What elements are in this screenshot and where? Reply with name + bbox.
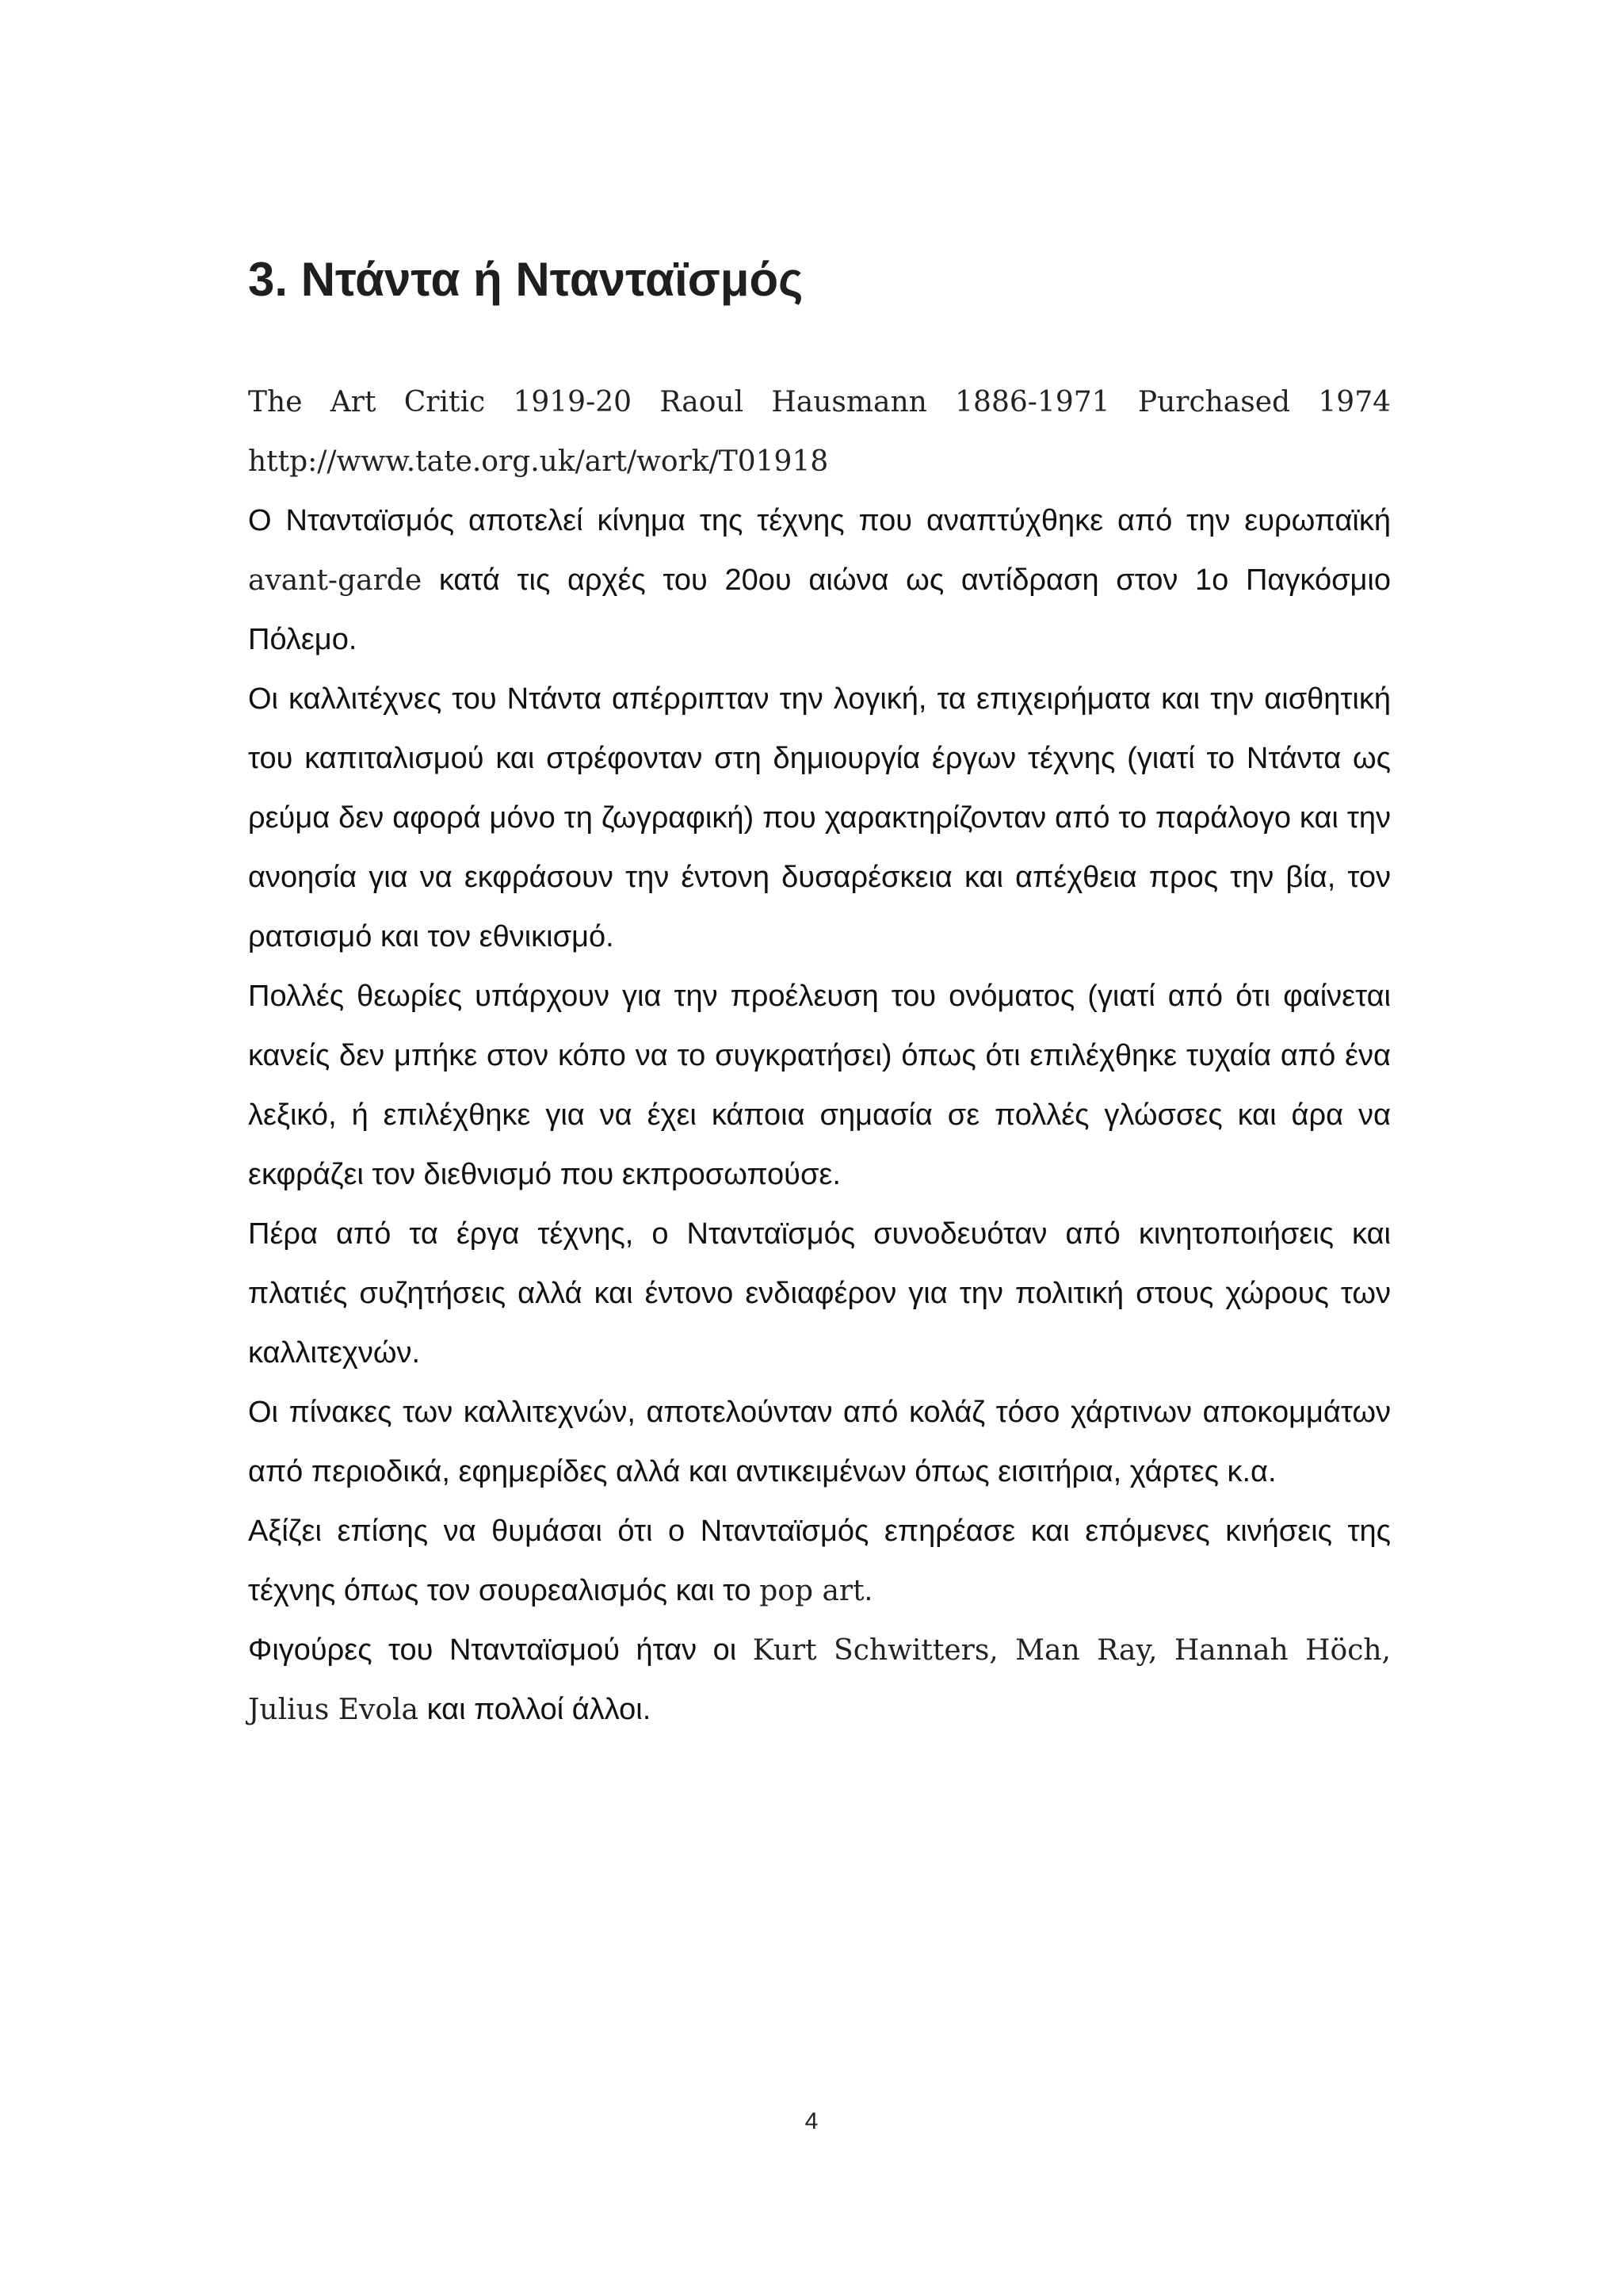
paragraph-4: Πέρα από τα έργα τέχνης, ο Ντανταϊσμός συνοδευόταν από κινητοποιήσεις και πλατιές συζητήσεις αλλά και έντονο ενδιαφέρον για την πολιτική στους χώρους των καλλιτεχνών. [248,1217,1391,1370]
paragraph-6-text-b: . [864,1574,873,1607]
paragraph-6 [248,1502,1391,1621]
page-number: 4 [804,2108,819,2134]
paragraph-1-text-a: Ο Ντανταϊσμός αποτελεί κίνημα της τέχνης που αναπτύχθηκε από την ευρωπαϊκή [248,504,1391,537]
avant-garde-term: avant-garde [248,564,422,597]
paragraph-7 [248,1621,1391,1740]
paragraph-7-text-b: και πολλοί άλλοι. [418,1693,651,1726]
paragraph-7-text-a: Φιγούρες του Ντανταϊσμού ήταν οι [248,1633,753,1667]
paragraph-3: Πολλές θεωρίες υπάρχουν για την προέλευση του ονόματος (γιατί από ότι φαίνεται κανείς δεν μπήκε στον κόπο να το συγκρατήσει) όπως ότι επιλέχθηκε τυχαία από ένα λεξικό, ή επιλέχθηκε για να έχει κάποια σημασία σε πολλές γλώσσες και άρα να εκφράζει τον διεθνισμό που εκπροσωπούσε. [248,980,1391,1191]
artist-names: Kurt Schwitters, Man Ray, Hannah Höch, Julius Evola [248,1634,1391,1726]
citation-text: The Art Critic 1919-20 Raoul Hausmann 1886-1971 Purchased 1974 http://www.tate.org.uk/art/work/T01918 [248,386,1391,478]
paragraph-5: Οι πίνακες των καλλιτεχνών, αποτελούνταν από κολάζ τόσο χάρτινων αποκομμάτων από περιοδικά, εφημερίδες αλλά και αντικειμένων όπως εισιτήρια, χάρτες κ.α. [248,1396,1391,1488]
paragraph-2: Οι καλλιτέχνες του Ντάντα απέρριπταν την λογική, τα επιχειρήματα και την αισθητική του καπιταλισμού και στρέφονταν στη δημιουργία έργων τέχνης (γιατί το Ντάντα ως ρεύμα δεν αφορά μόνο τη ζωγραφική) που χαρακτηρίζονταν από το παράλογο και την ανοησία για να εκφράσουν την έντονη δυσαρέσκεια και απέχθεια προς την βία, τον ρατσισμό και τον εθνικισμό. [248,682,1391,953]
section-heading: 3. Ντάντα ή Ντανταϊσμός [248,253,804,306]
paragraph-1 [248,491,1391,670]
document-body [248,372,1391,1740]
pop-art-term: pop art [759,1575,865,1607]
source-citation [248,372,1391,491]
paragraph-6-text-a: Αξίζει επίσης να θυμάσαι ότι ο Ντανταϊσμός επηρέασε και επόμενες κινήσεις της τέχνης όπως τον σουρεαλισμός και το [248,1515,1391,1607]
paragraph-1-text-b: κατά τις αρχές του 20ου αιώνα ως αντίδραση στον 1ο Παγκόσμιο Πόλεμο. [248,563,1391,656]
